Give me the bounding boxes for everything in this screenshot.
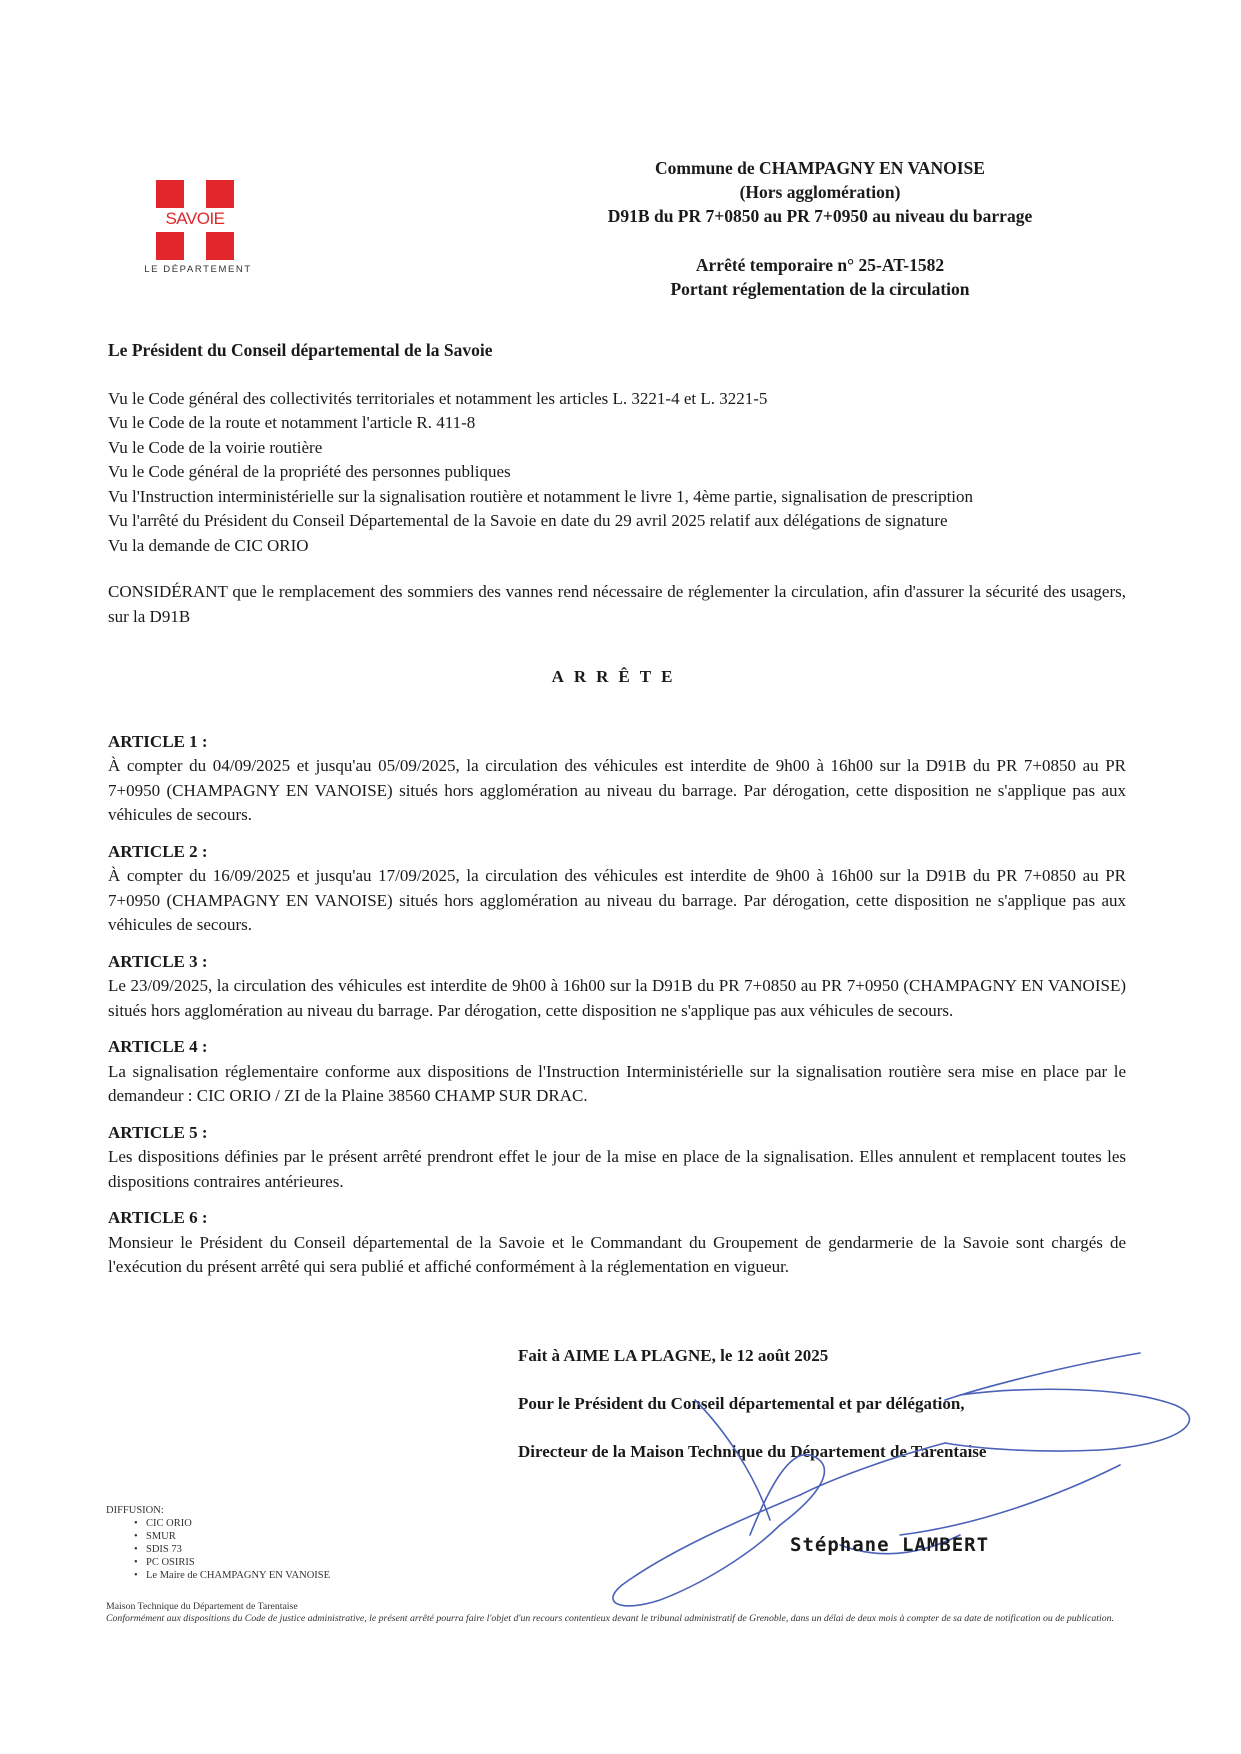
logo-square-top-right — [206, 180, 234, 208]
article-text: Monsieur le Président du Conseil départemental de la Savoie et le Commandant du Groupement de gendarmerie de la Savoie sont chargés de l'exécution du présent arrêté qui sera publié et affiché conformément à la réglementation en vigueur. — [108, 1232, 1126, 1276]
diffusion-label: DIFFUSION: — [106, 1505, 164, 1516]
vu-line: Vu le Code de la route et notamment l'article R. 411-8 — [108, 413, 476, 432]
article-2 — [108, 840, 1126, 938]
article-title: ARTICLE 2 : — [108, 841, 208, 861]
header-road: D91B du PR 7+0850 au PR 7+0950 au niveau du barrage — [607, 206, 1033, 226]
article-text: Les dispositions définies par le présent arrêté prendront effet le jour de la mise en place de la signalisation. Elles annulent et remplacent toutes les dispositions contraires antérieures. — [108, 1147, 1126, 1191]
header-commune: Commune de CHAMPAGNY EN VANOISE — [655, 158, 985, 178]
vu-line: Vu la demande de CIC ORIO — [108, 535, 309, 555]
signature-role: Directeur de la Maison Technique du Département de Tarentaise — [518, 1442, 987, 1461]
logo-square-top-left — [156, 180, 184, 208]
vu-line: Vu l'Instruction interministérielle sur la signalisation routière et notamment le livre 1, 4ème partie, signalisation de prescription — [108, 486, 974, 506]
article-title: ARTICLE 6 : — [108, 1208, 208, 1227]
article-text: À compter du 04/09/2025 et jusqu'au 05/09/2025, la circulation des véhicules est interdite de 9h00 à 16h00 sur la D91B du PR 7+0850 au PR 7+0950 (CHAMPAGNY EN VANOISE) situés hors agglomération au niveau du barrage. Par dérogation, cette disposition ne s'applique pas aux véhicules de secours. — [108, 756, 1126, 824]
president-title: Le Président du Conseil départemental de la Savoie — [108, 340, 493, 360]
arrete-header — [540, 253, 1100, 301]
article-1 — [108, 730, 1126, 828]
arrete-subject: Portant réglementation de la circulation — [670, 279, 970, 299]
signer-name: Stéphane LAMBERT — [790, 1534, 990, 1556]
considerant-paragraph: CONSIDÉRANT que le remplacement des sommiers des vannes rend nécessaire de réglementer la circulation, afin d'assurer la sécurité des usagers, sur la D91B — [108, 582, 1126, 626]
logo-subtitle: LE DÉPARTEMENT — [144, 264, 252, 275]
article-4 — [108, 1035, 1126, 1109]
diffusion-item: • SDIS 73 — [148, 1543, 330, 1556]
diffusion-item: • PC OSIRIS — [148, 1556, 330, 1569]
signature-place-date: Fait à AIME LA PLAGNE, le 12 août 2025 — [518, 1346, 829, 1365]
document-body — [108, 338, 1126, 1292]
footer-legal-notice: Conformément aux dispositions du Code de justice administrative, le présent arrêté pourra faire l'objet d'un recours contentieux devant le tribunal administratif de Grenoble, dans un délai de deux mois à compter de sa date de notification ou de publication. — [106, 1613, 1114, 1624]
article-title: ARTICLE 1 : — [108, 731, 208, 751]
article-title: ARTICLE 5 : — [108, 1122, 208, 1142]
article-title: ARTICLE 4 : — [108, 1037, 208, 1056]
vu-list — [108, 387, 1126, 559]
article-6 — [108, 1206, 1126, 1280]
article-3 — [108, 950, 1126, 1024]
diffusion-item: • SMUR — [148, 1530, 330, 1543]
vu-line: Vu l'arrêté du Président du Conseil Départemental de la Savoie en date du 29 avril 2025 relatif aux délégations de signature — [108, 511, 948, 530]
vu-line: Vu le Code général de la propriété des personnes publiques — [108, 462, 511, 481]
article-text: La signalisation réglementaire conforme aux dispositions de l'Instruction Interministérielle sur la signalisation routière sera mise en place par le demandeur : CIC ORIO / ZI de la Plaine 38560 CHAMP SUR DRAC. — [108, 1061, 1126, 1105]
handwritten-signature — [600, 1345, 1200, 1625]
header-zone: (Hors agglomération) — [739, 182, 901, 202]
diffusion-item: • Le Maire de CHAMPAGNY EN VANOISE — [148, 1569, 330, 1582]
logo-square-bottom-left — [156, 232, 184, 260]
vu-line: Vu le Code de la voirie routière — [108, 437, 323, 457]
footer-org: Maison Technique du Département de Tarentaise — [106, 1601, 298, 1612]
arrete-number: Arrêté temporaire n° 25-AT-1582 — [695, 255, 945, 275]
logo-square-bottom-right — [206, 232, 234, 260]
arrete-heading: ARRÊTE — [551, 667, 683, 686]
vu-line: Vu le Code général des collectivités territoriales et notamment les articles L. 3221-4 et L. 3221-5 — [108, 388, 768, 408]
article-text: Le 23/09/2025, la circulation des véhicules est interdite de 9h00 à 16h00 sur la D91B du PR 7+0850 au PR 7+0950 (CHAMPAGNY EN VANOISE) situés hors agglomération au niveau du barrage. Par dérogation, cette disposition ne s'applique pas aux véhicules de secours. — [108, 976, 1126, 1020]
document-footer — [106, 1601, 1128, 1625]
signature-delegation: Pour le Président du Conseil départemental et par délégation, — [518, 1394, 965, 1413]
logo-wordmark: SAVOIE — [165, 209, 225, 228]
article-title: ARTICLE 3 : — [108, 951, 208, 971]
document-header — [540, 156, 1100, 228]
diffusion-item: • CIC ORIO — [148, 1517, 330, 1530]
article-text: À compter du 16/09/2025 et jusqu'au 17/09/2025, la circulation des véhicules est interdite de 9h00 à 16h00 sur la D91B du PR 7+0850 au PR 7+0950 (CHAMPAGNY EN VANOISE) situés hors agglomération au niveau du barrage. Par dérogation, cette disposition ne s'applique pas aux véhicules de secours. — [108, 866, 1126, 934]
article-5 — [108, 1121, 1126, 1195]
diffusion-list — [106, 1504, 330, 1582]
